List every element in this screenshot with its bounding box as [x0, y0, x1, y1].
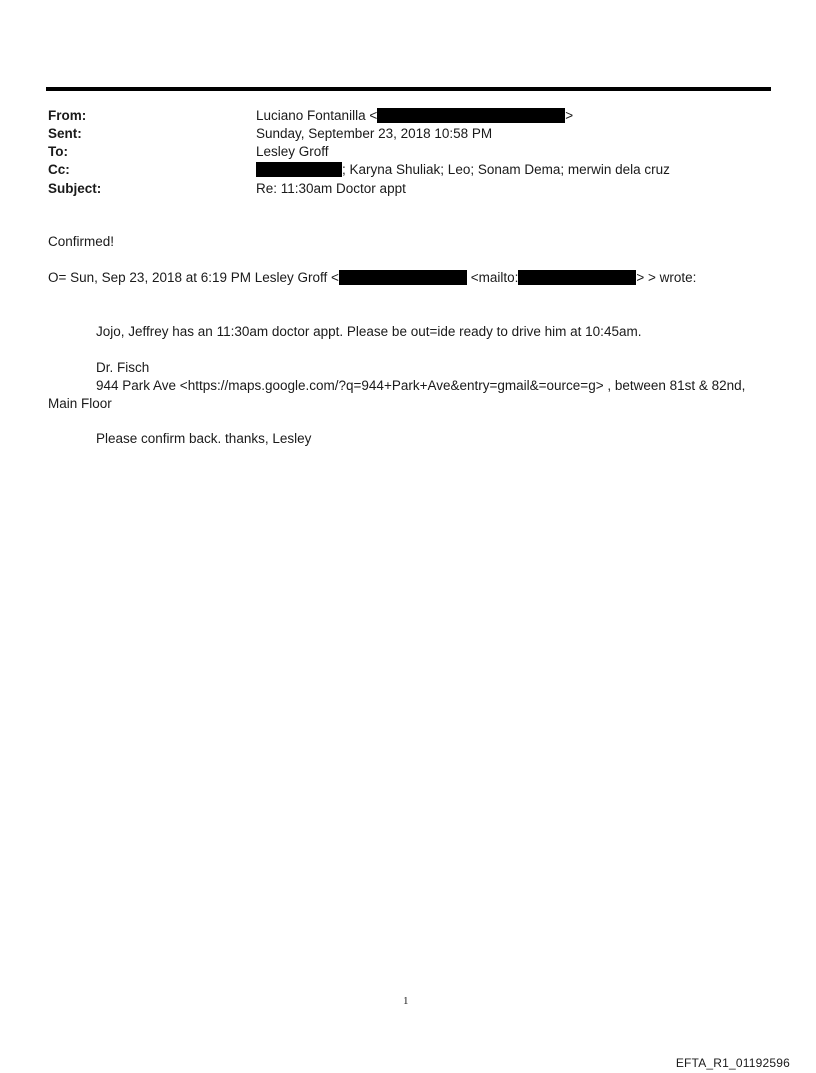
- quoted-line: Main Floor: [48, 396, 112, 411]
- from-label: From:: [48, 108, 87, 123]
- quoted-line: Please confirm back. thanks, Lesley: [96, 431, 312, 446]
- from-name: Luciano Fontanilla <: [256, 108, 378, 123]
- subject-label: Subject:: [48, 181, 102, 196]
- quote-intro: [48, 270, 696, 285]
- redaction-box: [256, 162, 342, 177]
- sent-value: Sunday, September 23, 2018 10:58 PM: [256, 126, 493, 141]
- quote-intro-end: > > wrote:: [636, 270, 697, 285]
- quote-intro-start: O= Sun, Sep 23, 2018 at 6:19 PM Lesley Groff <: [48, 270, 339, 285]
- redaction-box: [377, 108, 565, 123]
- redaction-box: [518, 270, 636, 285]
- cc-recipients: ; Karyna Shuliak; Leo; Sonam Dema; merwin dela cruz: [342, 162, 670, 177]
- to-label: To:: [48, 144, 68, 159]
- quoted-line: 944 Park Ave <https://maps.google.com/?q=944+Park+Ave&entry=gmail&=ource=g> , between 81st & 82nd,: [96, 378, 746, 393]
- to-value: Lesley Groff: [256, 144, 329, 159]
- page-number: 1: [403, 995, 409, 1007]
- subject-value: Re: 11:30am Doctor appt: [256, 181, 406, 196]
- quoted-line: Jojo, Jeffrey has an 11:30am doctor appt. Please be out=ide ready to drive him at 10:45am.: [96, 324, 642, 339]
- redaction-box: [339, 270, 467, 285]
- from-value: [256, 108, 573, 123]
- bates-number: EFTA_R1_01192596: [675, 1056, 790, 1070]
- from-close: >: [565, 108, 574, 123]
- reply-text: Confirmed!: [48, 234, 115, 249]
- cc-label: Cc:: [48, 162, 70, 177]
- sent-label: Sent:: [48, 126, 82, 141]
- cc-value: [256, 162, 670, 177]
- header-rule: [46, 87, 771, 91]
- quote-mailto: <mailto:: [470, 270, 519, 285]
- quoted-line: Dr. Fisch: [96, 360, 150, 375]
